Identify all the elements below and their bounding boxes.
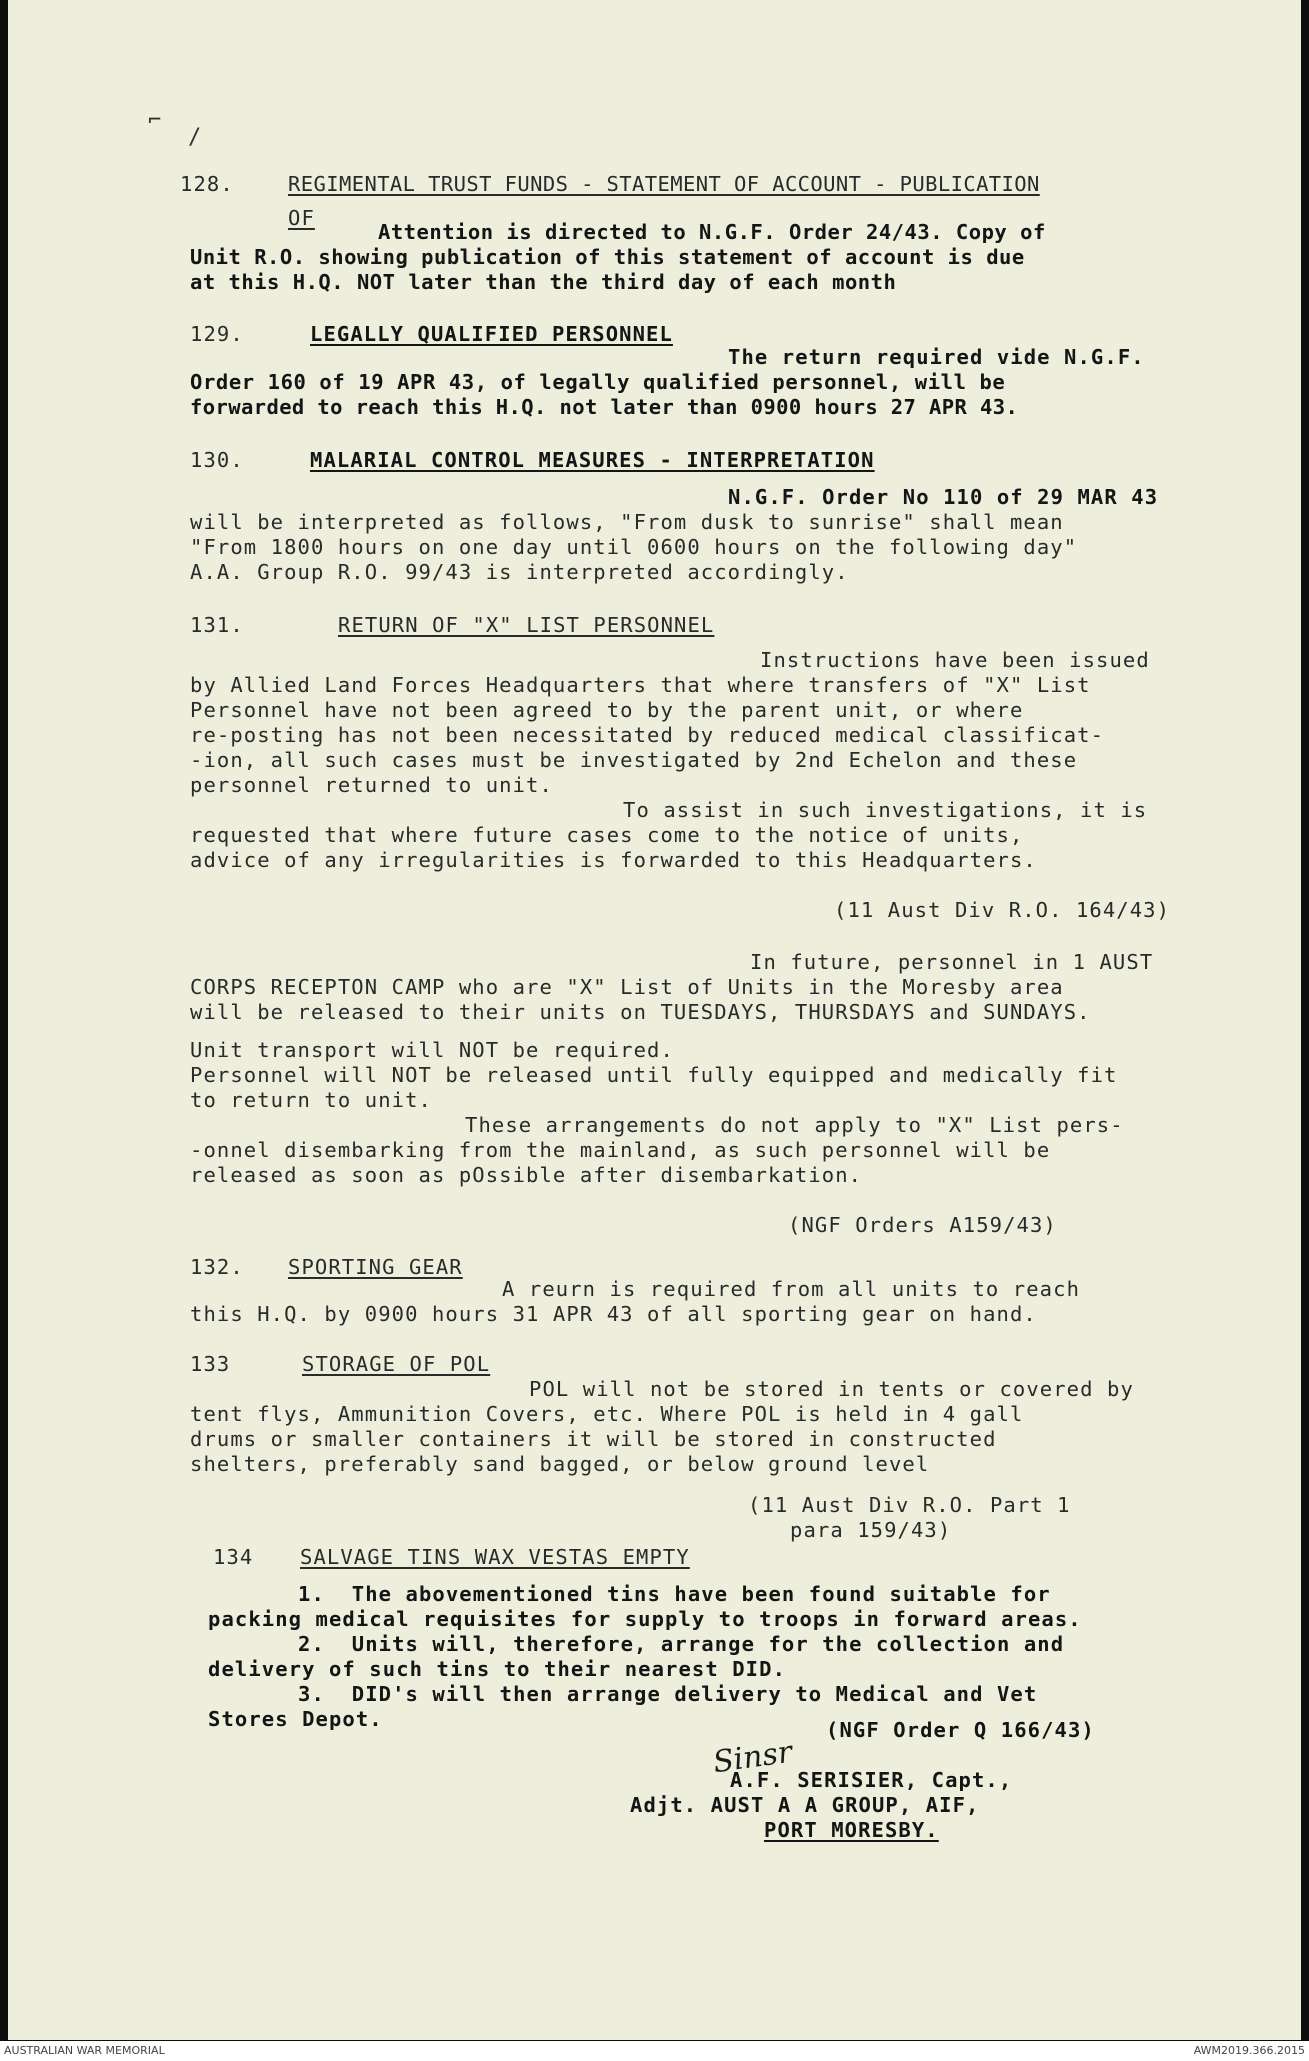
- para-134-line: Stores Depot.: [208, 1707, 383, 1731]
- para-128-heading-of: OF: [288, 206, 315, 230]
- handwritten-signature: Sinsr: [710, 1734, 795, 1781]
- para-130-number: 130.: [190, 448, 244, 472]
- para-130-line: A.A. Group R.O. 99/43 is interpreted accordingly.: [190, 560, 849, 584]
- para-131-line: released as soon as pOssible after disembarkation.: [190, 1163, 863, 1187]
- para-131-line: to return to unit.: [190, 1088, 432, 1112]
- pencil-stroke-mark: /: [188, 125, 202, 150]
- para-129-line: The return required vide N.G.F.: [728, 345, 1145, 369]
- para-131-line: personnel returned to unit.: [190, 773, 553, 797]
- para-133-number: 133: [190, 1352, 231, 1376]
- para-131-line: advice of any irregularities is forwarded to this Headquarters.: [190, 848, 1037, 872]
- para-131-line: -ion, all such cases must be investigated by 2nd Echelon and these: [190, 748, 1078, 772]
- para-134-line: packing medical requisites for supply to troops in forward areas.: [208, 1607, 1082, 1631]
- para-132-number: 132.: [190, 1255, 244, 1279]
- para-131-line: Personnel will NOT be released until fully equipped and medically fit: [190, 1063, 1118, 1087]
- signatory-name: A.F. SERISIER, Capt.,: [730, 1768, 1013, 1792]
- para-131-line: re-posting has not been necessitated by reduced medical classificat-: [190, 723, 1105, 747]
- para-130-line: N.G.F. Order No 110 of 29 MAR 43: [728, 485, 1159, 509]
- para-131-heading: RETURN OF "X" LIST PERSONNEL: [338, 613, 715, 637]
- para-134-line: 3. DID's will then arrange delivery to Medical and Vet: [298, 1682, 1038, 1706]
- para-131-line: will be released to their units on TUESDAYS, THURSDAYS and SUNDAYS.: [190, 1000, 1091, 1024]
- signatory-place: PORT MORESBY.: [764, 1818, 939, 1842]
- para-129-line: Order 160 of 19 APR 43, of legally qualified personnel, will be: [190, 370, 1006, 394]
- para-128-line: Unit R.O. showing publication of this statement of account is due: [190, 245, 1025, 269]
- para-133-line: tent flys, Ammunition Covers, etc. Where POL is held in 4 gall: [190, 1402, 1024, 1426]
- para-131-line: by Allied Land Forces Headquarters that where transfers of "X" List: [190, 673, 1091, 697]
- para-133-reference: (11 Aust Div R.O. Part 1: [748, 1493, 1071, 1517]
- para-133-line: drums or smaller containers it will be stored in constructed: [190, 1427, 997, 1451]
- para-128-line: Attention is directed to N.G.F. Order 24/43. Copy of: [378, 220, 1046, 244]
- para-129-heading: LEGALLY QUALIFIED PERSONNEL: [310, 322, 673, 346]
- para-128-number: 128.: [180, 172, 234, 196]
- para-133-reference: para 159/43): [790, 1518, 952, 1542]
- para-130-line: will be interpreted as follows, "From dusk to sunrise" shall mean: [190, 510, 1064, 534]
- archive-footer: [0, 2041, 1309, 2061]
- archive-name: AUSTRALIAN WAR MEMORIAL: [4, 2044, 165, 2057]
- para-133-line: shelters, preferably sand bagged, or below ground level: [190, 1452, 930, 1476]
- archive-reference: AWM2019.366.2015: [1193, 2044, 1305, 2057]
- para-128-heading: REGIMENTAL TRUST FUNDS - STATEMENT OF ACCOUNT - PUBLICATION: [288, 172, 1040, 196]
- para-131-line: In future, personnel in 1 AUST: [750, 950, 1154, 974]
- para-131-line: These arrangements do not apply to "X" List pers-: [465, 1113, 1124, 1137]
- para-131-line: Unit transport will NOT be required.: [190, 1038, 674, 1062]
- para-134-line: 1. The abovementioned tins have been found suitable for: [298, 1582, 1051, 1606]
- para-131-reference: (NGF Orders A159/43): [788, 1213, 1057, 1237]
- para-133-line: POL will not be stored in tents or covered by: [529, 1377, 1134, 1401]
- para-134-heading: SALVAGE TINS WAX VESTAS EMPTY: [300, 1545, 690, 1569]
- para-131-line: To assist in such investigations, it is: [623, 798, 1148, 822]
- para-132-heading: SPORTING GEAR: [288, 1255, 463, 1279]
- para-134-line: 2. Units will, therefore, arrange for the collection and: [298, 1632, 1065, 1656]
- para-133-heading: STORAGE OF POL: [302, 1352, 491, 1376]
- para-131-line: -onnel disembarking from the mainland, as such personnel will be: [190, 1138, 1051, 1162]
- para-131-reference: (11 Aust Div R.O. 164/43): [834, 898, 1171, 922]
- para-131-line: CORPS RECEPTON CAMP who are "X" List of Units in the Moresby area: [190, 975, 1064, 999]
- para-129-number: 129.: [190, 322, 244, 346]
- pencil-tick-mark: ⌐: [148, 108, 162, 133]
- signatory-title: Adjt. AUST A A GROUP, AIF,: [630, 1793, 980, 1817]
- para-132-line: A reurn is required from all units to reach: [502, 1277, 1081, 1301]
- para-132-line: this H.Q. by 0900 hours 31 APR 43 of all sporting gear on hand.: [190, 1302, 1037, 1326]
- para-130-line: "From 1800 hours on one day until 0600 hours on the following day": [190, 535, 1078, 559]
- para-131-number: 131.: [190, 613, 244, 637]
- para-134-line: delivery of such tins to their nearest DID.: [208, 1657, 787, 1681]
- para-134-reference: (NGF Order Q 166/43): [826, 1718, 1095, 1742]
- para-129-line: forwarded to reach this H.Q. not later than 0900 hours 27 APR 43.: [190, 395, 1019, 419]
- para-131-line: Instructions have been issued: [760, 648, 1150, 672]
- para-128-line: at this H.Q. NOT later than the third day of each month: [190, 270, 897, 294]
- para-130-heading: MALARIAL CONTROL MEASURES - INTERPRETATION: [310, 448, 875, 472]
- document-page: [8, 0, 1301, 2040]
- para-131-line: requested that where future cases come to the notice of units,: [190, 823, 1024, 847]
- para-131-line: Personnel have not been agreed to by the parent unit, or where: [190, 698, 1024, 722]
- para-134-number: 134: [213, 1545, 254, 1569]
